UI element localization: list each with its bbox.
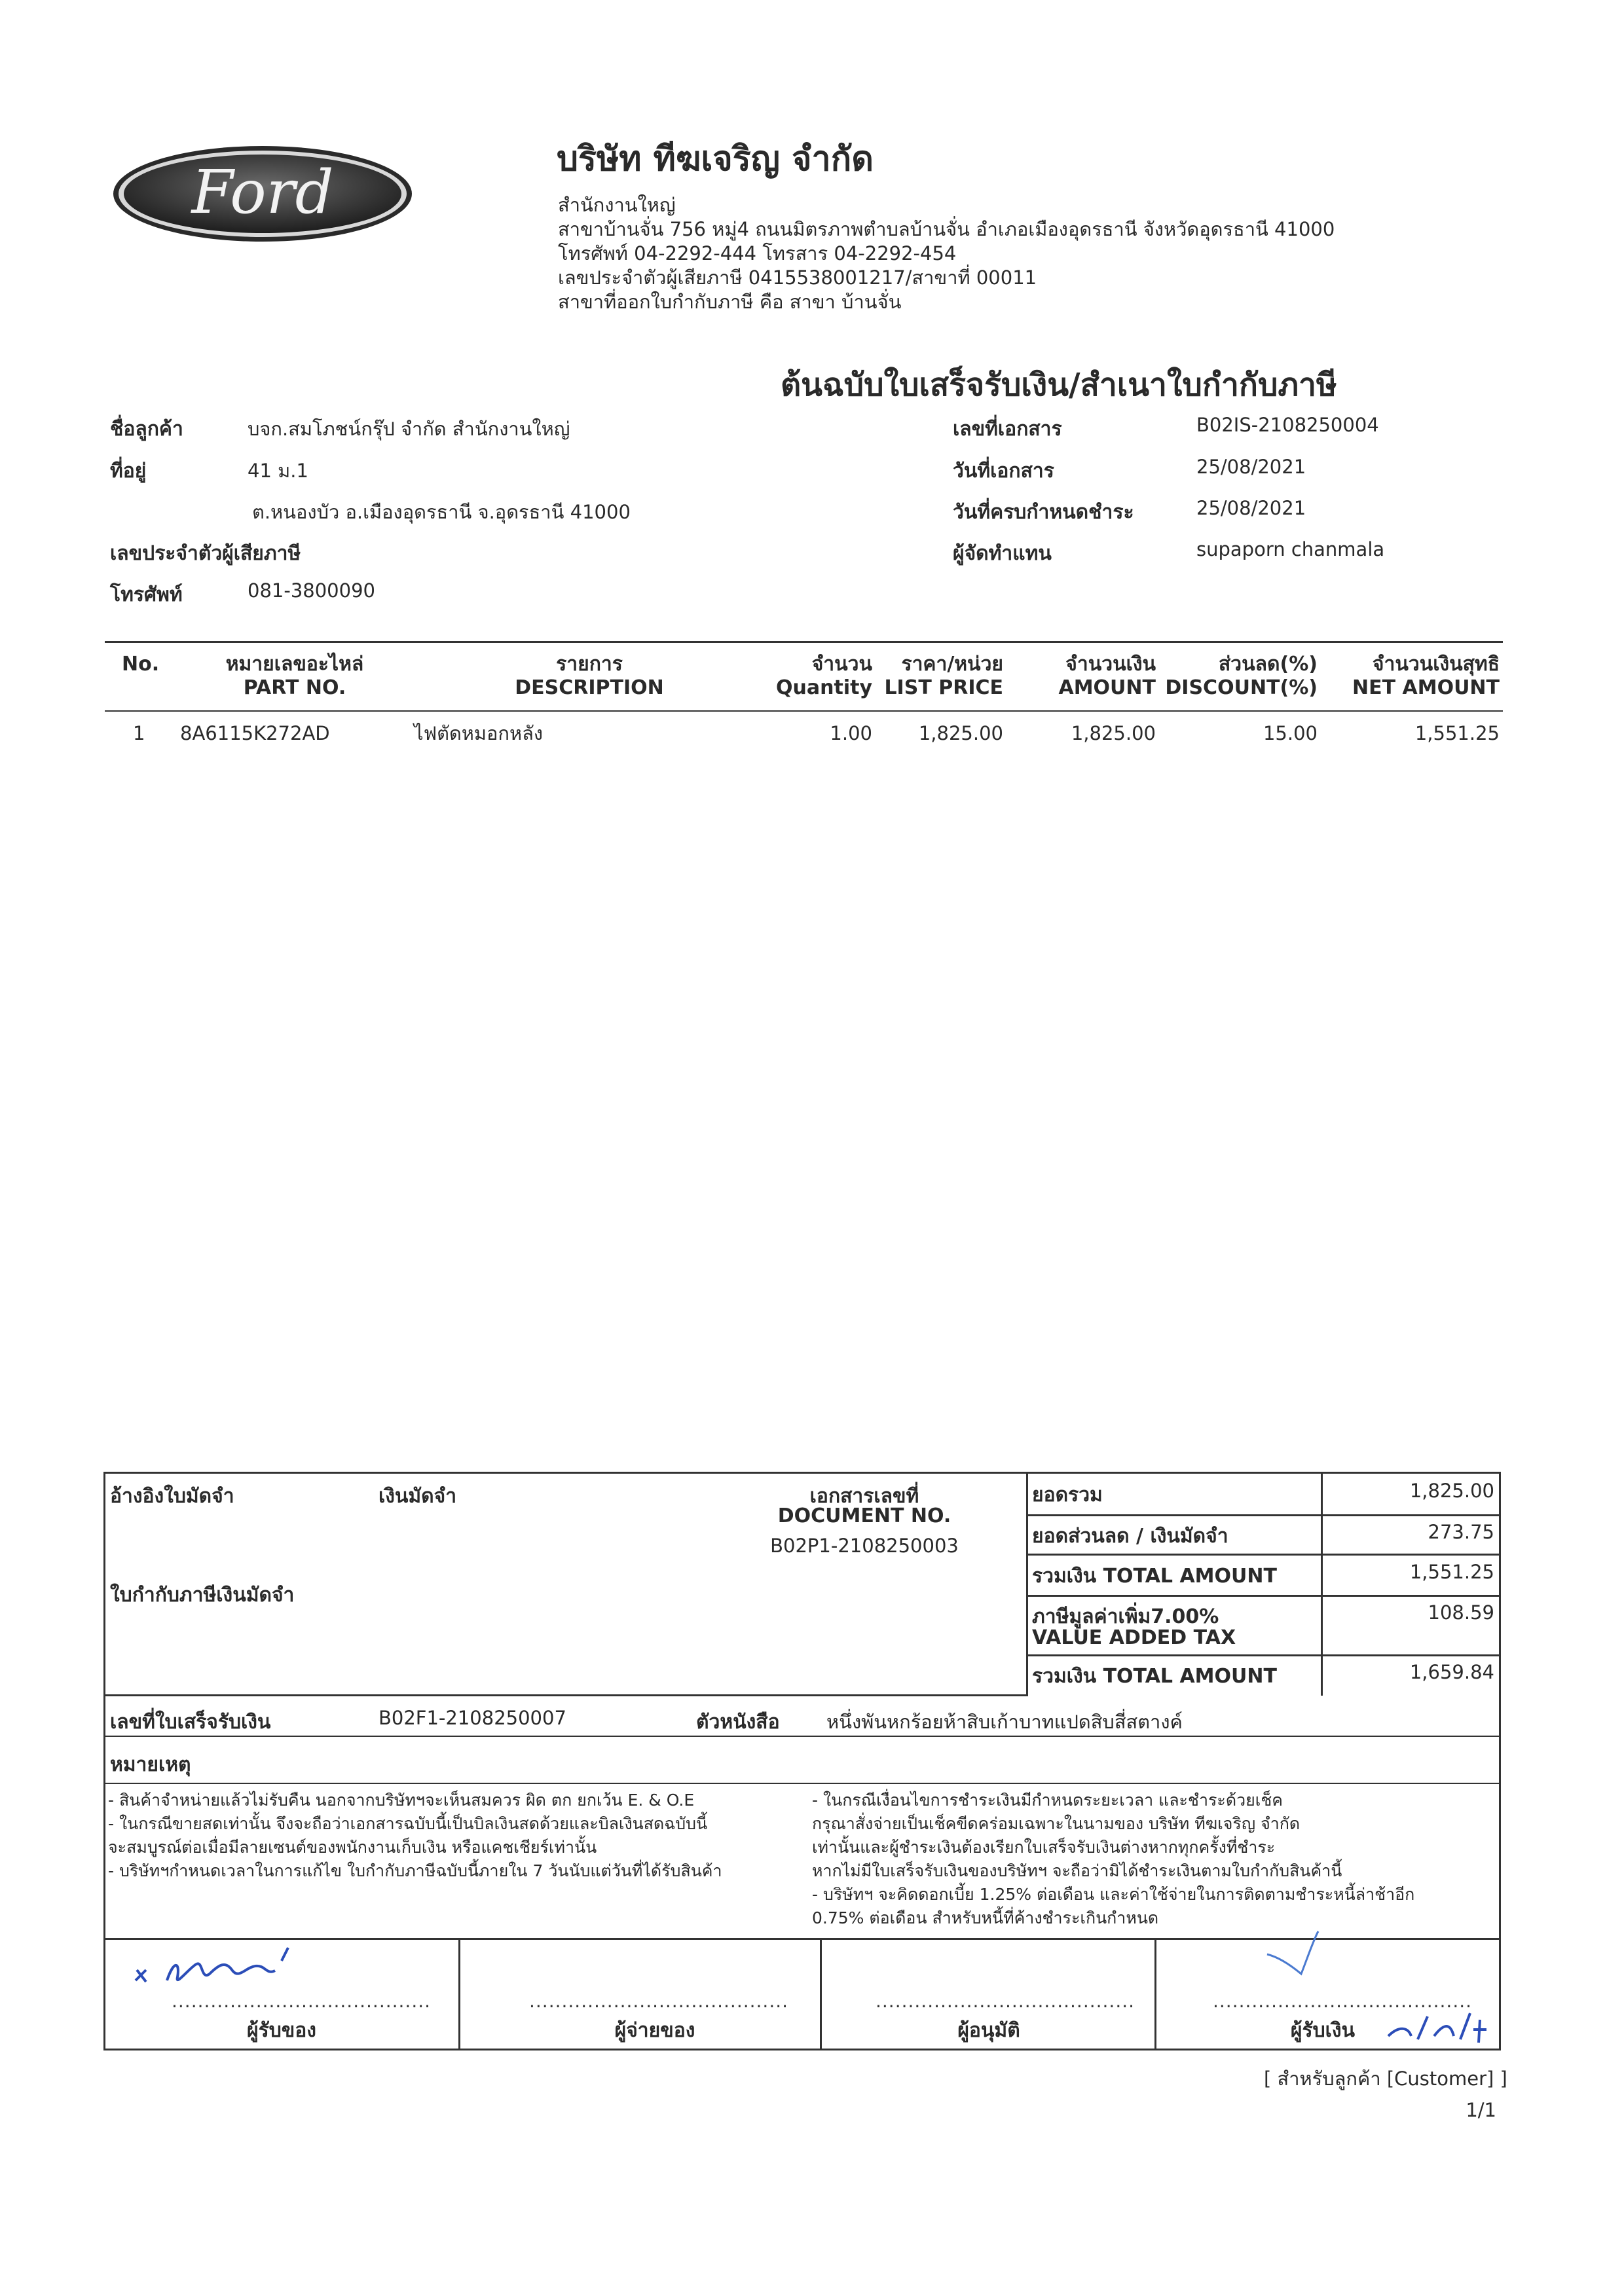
due-date-value: 25/08/2021	[1196, 497, 1306, 519]
ford-logo	[111, 144, 414, 244]
address-line-1: 41 ม.1	[248, 460, 308, 482]
header-price-en: LIST PRICE	[884, 676, 1003, 699]
company-line: โทรศัพท์ 04-2292-444 โทรสาร 04-2292-454	[558, 242, 957, 264]
summary-vat-label: ภาษีมูลค่าเพิ่ม7.00%	[1032, 1605, 1219, 1628]
note-right: กรุณาสั่งจ่ายเป็นเช็คขีดคร่อมเฉพาะในนามของ บริษัท ทีฆเจริญ จำกัด	[812, 1814, 1301, 1833]
summary-vat-value: 108.59	[1428, 1601, 1494, 1624]
header-price-th: ราคา/หน่วย	[901, 653, 1003, 676]
header-desc-th: รายการ	[556, 653, 623, 676]
header-discount-th: ส่วนลด(%)	[1218, 653, 1318, 676]
preparer-value: supaporn chanmala	[1196, 538, 1385, 560]
table-top-border	[105, 641, 1503, 643]
header-qty-th: จำนวน	[811, 653, 872, 676]
deposit-label: เงินมัดจำ	[378, 1485, 457, 1508]
row-part-no: 8A6115K272AD	[180, 722, 330, 744]
summary-grand-total-label: รวมเงิน TOTAL AMOUNT	[1032, 1665, 1277, 1688]
company-line: สาขาบ้านจั่น 756 หมู่4 ถนนมิตรภาพตำบลบ้านจั่น อำเภอเมืองอุดรธานี จังหวัดอุดรธานี 41000	[558, 218, 1335, 240]
deposit-ref-label: อ้างอิงใบมัดจำ	[110, 1485, 234, 1508]
receipt-no-label: เลขที่ใบเสร็จรับเงิน	[110, 1711, 271, 1734]
header-net-en: NET AMOUNT	[1352, 676, 1500, 699]
customer-name: บจก.สมโภชน์กรุ๊ป จำกัด สำนักงานใหญ่	[248, 418, 570, 440]
signature-line-approver: ........................................	[876, 1990, 1135, 2012]
text-amount-label: ตัวหนังสือ	[696, 1711, 780, 1734]
row-amount: 1,825.00	[1071, 722, 1156, 744]
note-left: จะสมบูรณ์ต่อเมื่อมีลายเซนต์ของพนักงานเก็บเงิน หรือแคชเชียร์เท่านั้น	[108, 1838, 597, 1857]
summary-vat-label-en: VALUE ADDED TAX	[1032, 1626, 1236, 1649]
summary-grand-total-value: 1,659.84	[1409, 1661, 1494, 1683]
deposit-tax-label: ใบกำกับภาษีเงินมัดจำ	[110, 1584, 295, 1607]
header-desc-en: DESCRIPTION	[515, 676, 664, 699]
note-right: - บริษัทฯ จะคิดดอกเบี้ย 1.25% ต่อเดือน และค่าใช้จ่ายในการติดตามชำระหนี้ล่าช้าอีก	[812, 1885, 1415, 1904]
note-right: - ในกรณีเงื่อนไขการชำระเงินมีกำหนดระยะเวลา และชำระด้วยเช็ค	[812, 1791, 1283, 1810]
row-no: 1	[133, 722, 145, 744]
receipt-no-value: B02F1-2108250007	[378, 1707, 566, 1729]
signature-line-collector: ........................................	[1213, 1990, 1473, 2012]
summary-total-label: ยอดรวม	[1032, 1484, 1103, 1506]
docref-label-th: เอกสารเลขที่	[809, 1485, 919, 1508]
handwritten-date	[1382, 2000, 1493, 2052]
handwritten-signature	[128, 1941, 311, 1994]
docref-label-en: DOCUMENT NO.	[777, 1504, 951, 1527]
note-right: เท่านั้นและผู้ชำระเงินต้องเรียกใบเสร็จรับเงินต่างหากทุกครั้งที่ชำระ	[812, 1838, 1276, 1857]
docref-value: B02P1-2108250003	[770, 1535, 959, 1557]
phone-value: 081-3800090	[248, 579, 375, 602]
signature-label-approver: ผู้อนุมัติ	[957, 2019, 1020, 2042]
summary-subtotal-value: 1,551.25	[1409, 1561, 1494, 1583]
note-left: - บริษัทฯกำหนดเวลาในการแก้ไข ใบกำกับภาษีฉบับนี้ภายใน 7 วันนับแต่วันที่ได้รับสินค้า	[108, 1861, 722, 1880]
note-right: 0.75% ต่อเดือน สำหรับหนี้ที่ค้างชำระเกินกำหนด	[812, 1908, 1159, 1927]
signature-label-collector: ผู้รับเงิน	[1290, 2019, 1356, 2042]
header-net-th: จำนวนเงินสุทธิ	[1372, 653, 1500, 676]
customer-name-label: ชื่อลูกค้า	[110, 418, 183, 441]
company-name: บริษัท ทีฆเจริญ จำกัด	[557, 139, 874, 179]
row-net-amount: 1,551.25	[1414, 722, 1500, 744]
handwritten-check-mark	[1261, 1928, 1326, 1980]
copy-note: [ สำหรับลูกค้า [Customer] ]	[1264, 2068, 1507, 2090]
date-label: วันที่เอกสาร	[953, 460, 1054, 483]
note-right: หากไม่มีใบเสร็จรับเงินของบริษัทฯ จะถือว่ามิได้ชำระเงินตามใบกำกับสินค้านี้	[812, 1861, 1342, 1880]
text-amount-value: หนึ่งพันหกร้อยห้าสิบเก้าบาทแปดสิบสี่สตางค์	[826, 1711, 1183, 1733]
summary-discount-label: ยอดส่วนลด / เงินมัดจำ	[1032, 1525, 1228, 1548]
row-discount: 15.00	[1263, 722, 1318, 744]
signature-line-receiver: ........................................	[172, 1990, 432, 2012]
taxid-label: เลขประจำตัวผู้เสียภาษี	[110, 542, 301, 565]
row-quantity: 1.00	[830, 722, 872, 744]
page-number: 1/1	[1466, 2099, 1496, 2121]
signature-label-receiver: ผู้รับของ	[247, 2019, 316, 2042]
company-line: เลขประจำตัวผู้เสียภาษี 0415538001217/สาขาที่ 00011	[558, 266, 1037, 289]
header-qty-en: Quantity	[776, 676, 872, 699]
summary-discount-value: 273.75	[1428, 1521, 1494, 1543]
phone-label: โทรศัพท์	[110, 583, 183, 606]
logo-text: Ford	[191, 157, 334, 227]
header-amount-th: จำนวนเงิน	[1065, 653, 1156, 676]
header-part-th: หมายเลขอะไหล่	[225, 653, 364, 676]
header-amount-en: AMOUNT	[1058, 676, 1156, 699]
due-date-label: วันที่ครบกำหนดชำระ	[953, 501, 1134, 524]
docno-value: B02IS-2108250004	[1196, 414, 1379, 436]
address-line-2: ต.หนองบัว อ.เมืองอุดรธานี จ.อุดรธานี 41000	[252, 501, 631, 523]
preparer-label: ผู้จัดทำแทน	[953, 542, 1052, 565]
header-no: No.	[122, 653, 160, 676]
header-part-en: PART NO.	[243, 676, 346, 699]
signature-label-payer: ผู้จ่ายของ	[614, 2019, 695, 2042]
date-value: 25/08/2021	[1196, 456, 1306, 478]
table-header-border	[105, 710, 1503, 712]
company-line: สาขาที่ออกใบกำกับภาษี คือ สาขา บ้านจั่น	[558, 291, 902, 313]
company-line: สำนักงานใหญ่	[558, 194, 676, 216]
summary-total-value: 1,825.00	[1409, 1480, 1494, 1502]
remark-label: หมายเหตุ	[110, 1753, 191, 1776]
summary-subtotal-label: รวมเงิน TOTAL AMOUNT	[1032, 1565, 1277, 1588]
address-label: ที่อยู่	[110, 460, 147, 483]
docno-label: เลขที่เอกสาร	[953, 418, 1062, 441]
header-discount-en: DISCOUNT(%)	[1165, 676, 1318, 699]
row-description: ไฟตัดหมอกหลัง	[414, 722, 544, 744]
document-title: ต้นฉบับใบเสร็จรับเงิน/สำเนาใบกำกับภาษี	[781, 367, 1337, 403]
note-left: - ในกรณีขายสดเท่านั้น จึงจะถือว่าเอกสารฉบับนี้เป็นบิลเงินสดด้วยและบิลเงินสดฉบับนี้	[108, 1814, 708, 1833]
row-list-price: 1,825.00	[918, 722, 1003, 744]
note-left: - สินค้าจำหน่ายแล้วไม่รับคืน นอกจากบริษัทฯจะเห็นสมควร ผิด ตก ยกเว้น E. & O.E	[108, 1791, 695, 1810]
signature-line-payer: ........................................	[529, 1990, 789, 2012]
